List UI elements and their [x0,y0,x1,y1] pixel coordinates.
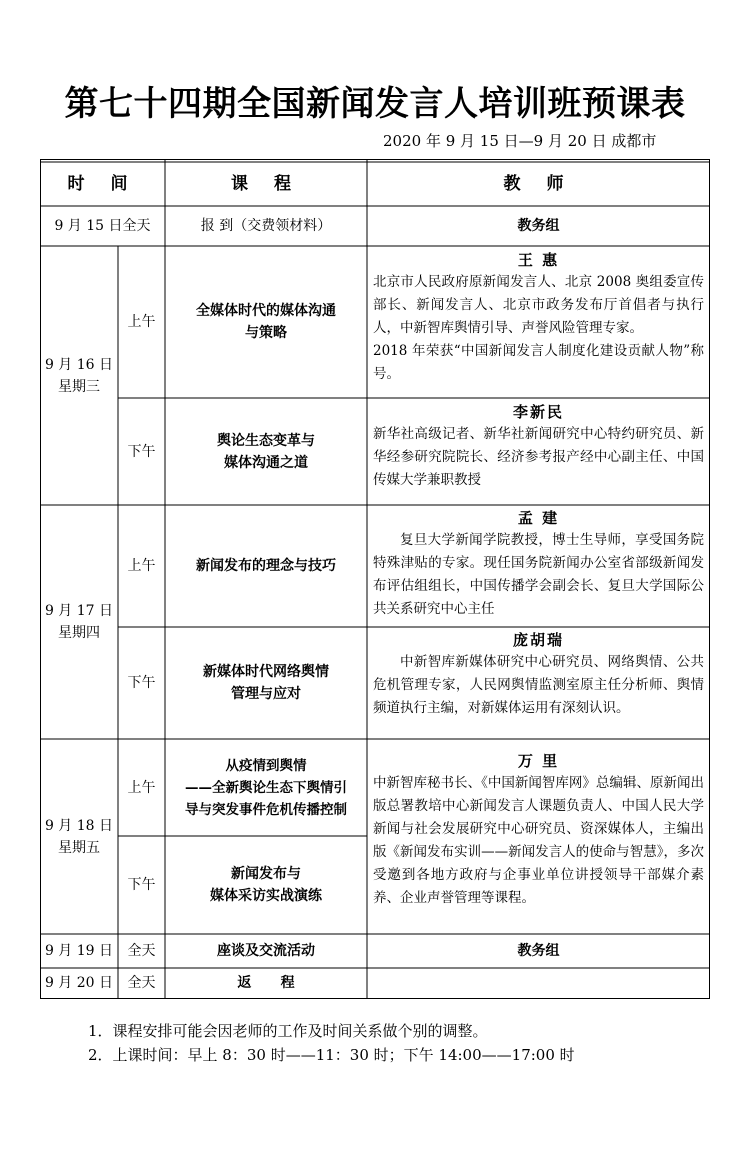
sep16-pm-course-line1: 舆论生态变革与 [217,432,315,449]
sep18-am-period: 上午 [127,779,156,796]
sep18-teacher [367,750,710,910]
sep18-am-course-line2: ——全新舆论生态下舆情引 [185,779,347,796]
sep16-weekday: 星期三 [58,378,100,395]
teacher-bio: 新华社高级记者、新华社新闻研究中心特约研究员、新华经参研究院院长、经济参考报产经中心副主任、中国传媒大学兼职教授 [373,426,704,488]
sep15-date: 9 月 15 日全天 [54,218,151,234]
sep17-am-course: 新闻发布的理念与技巧 [196,558,336,574]
sep16-am-course [165,246,367,398]
sep16-pm-course-line2: 媒体沟通之道 [224,454,308,471]
sep19-course: 座谈及交流活动 [217,943,315,959]
teacher-name-meng-jian: 孟 建 [517,509,560,527]
note-item: 1．课程安排可能会因老师的工作及时间关系做个别的调整。 [88,1022,488,1040]
sep17-date-text: 9 月 17 日 [44,603,114,619]
header-course: 课 程 [231,174,301,194]
sep17-date [40,505,118,739]
sep16-am-teacher [367,249,710,386]
sep18-pm-course [165,836,367,934]
sep17-pm-course-line1: 新媒体时代网络舆情 [203,664,329,680]
sep16-date-text: 9 月 16 日 [44,356,114,373]
sep17-pm-course [165,627,367,739]
sep19-period: 全天 [127,943,156,959]
sep20-teacher [367,968,710,998]
teacher-bio: 中新智库新媒体研究中心研究员、网络舆情、公共危机管理专家，人民网舆情监测室原主任分析师、舆情频道执行主编，对新媒体运用有深刻认识。 [373,654,704,716]
sep18-pm-period: 下午 [127,877,156,893]
sep16-am-period: 上午 [127,314,156,330]
note-item: 2．上课时间：早上 8：30 时——11：30 时；下午 14:00——17:00 时 [88,1046,575,1064]
teacher-name-pang-hurui: 庞胡瑞 [512,631,564,649]
teacher-bio: 中新智库秘书长、《中国新闻智库网》总编辑、原新闻出版总署教培中心新闻发言人课题负责人、中国人民大学新闻与社会发展研究中心研究员、资深媒体人，主编出版《新闻发布实训——新闻发言人的使命与智慧》，多次受邀到各地方政府与企事业单位讲授领导干部媒介素养、企业声誉管理等课程。 [373,775,704,906]
sep15-teacher: 教务组 [517,218,560,234]
sep17-pm-course-line2: 管理与应对 [231,686,301,702]
sep18-am-course [165,739,367,836]
sep20-course: 返 程 [237,975,295,991]
teacher-bio: 复旦大学新闻学院教授，博士生导师，享受国务院特殊津贴的专家。现任国务院新闻办公室省部级新闻发布评估组组长，中国传播学会副会长、复旦大学国际公共关系研究中心主任 [373,532,704,617]
page-title: 第七十四期全国新闻发言人培训班预课表 [64,84,686,124]
sep18-pm-course-line2: 媒体采访实战演练 [210,888,322,904]
sep17-am-period: 上午 [127,558,156,574]
sep16-pm-period: 下午 [127,443,156,460]
sep16-date [40,246,118,505]
sep17-pm-period: 下午 [127,675,156,691]
sep16-pm-course [165,398,367,505]
sep18-date [40,739,118,934]
sep17-weekday: 星期四 [58,625,100,641]
teacher-name-wang-hui: 王 惠 [517,251,560,269]
sep18-date-text: 9 月 18 日 [44,817,114,834]
sep20-period: 全天 [127,975,156,991]
teacher-honor: 2018 年荣获“中国新闻发言人制度化建设贡献人物”称号。 [373,343,704,382]
header-time: 时 间 [67,174,138,194]
sep18-am-course-line3: 导与突发事件危机传播控制 [185,801,347,818]
date-location: 2020 年 9 月 15 日—9 月 20 日 成都市 [383,132,657,150]
sep19-teacher: 教务组 [517,943,560,959]
sep19-date: 9 月 19 日 [44,943,114,959]
sep16-am-course-line2: 与策略 [245,325,287,341]
teacher-name-li-xinmin: 李新民 [512,403,564,421]
header-teacher: 教 师 [503,174,574,194]
sep16-am-course-line1: 全媒体时代的媒体沟通 [196,303,336,319]
notes [88,1019,575,1067]
teacher-name-wan-li: 万 里 [517,752,560,770]
sep17-am-teacher [367,507,710,621]
sep15-course: 报 到（交费领材料） [200,218,332,234]
sep17-pm-teacher [367,629,710,720]
sep20-date: 9 月 20 日 [44,975,114,991]
sep18-pm-course-line1: 新闻发布与 [231,866,301,882]
sep18-am-course-line1: 从疫情到舆情 [225,757,307,774]
sep18-weekday: 星期五 [58,839,100,856]
teacher-bio: 北京市人民政府原新闻发言人、北京 2008 奥组委宣传部长、新闻发言人、北京市政务发布厅首倡者与执行人，中新智库舆情引导、声誉风险管理专家。 [373,274,704,336]
sep16-pm-teacher [367,401,710,492]
